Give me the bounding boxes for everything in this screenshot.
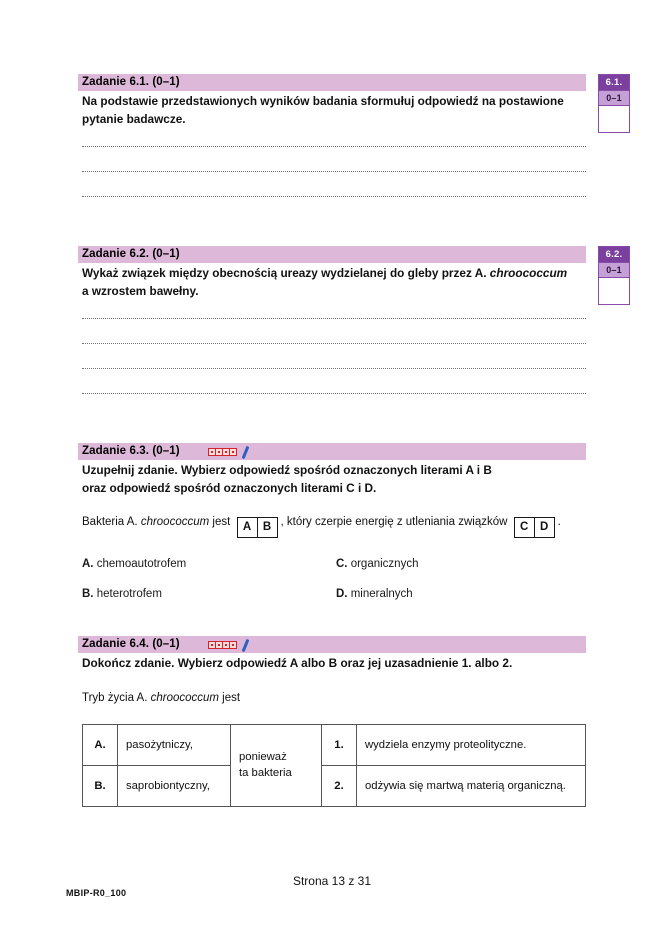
row-a-letter[interactable]: A. [83,724,118,765]
row-b-option[interactable]: saprobiontyczny, [118,765,231,806]
option-b[interactable] [82,586,162,603]
score-box-6-2 [598,246,630,305]
species-epithet: chroococcum [140,516,210,528]
task-6-2-instruction-line1-plain: Wykaż związek między obecnością ureazy wydzielanej do gleby przez [82,266,475,280]
task-6-4-title: Zadanie 6.4. (0–1) [82,638,180,650]
sentence-part-2: jest [209,516,231,528]
option-d-letter: D. [336,588,348,600]
task-6-2-title: Zadanie 6.2. (0–1) [82,248,180,260]
score-box-6-2-blank[interactable] [599,277,629,304]
sentence-part-4: . [557,516,561,528]
option-a[interactable] [82,556,186,573]
marker-boxes-icon [208,641,236,649]
lead-part-2: jest [218,691,241,704]
answer-sheet-marker-icon [208,446,260,458]
task-6-1-instruction-line2: pytanie badawcze. [82,111,186,126]
document-code-label: MBIP-R0_100 [66,888,127,898]
task-6-3-sentence [78,514,586,538]
option-c-text: organicznych [350,558,419,570]
marker-box-icon [229,448,237,456]
task-6-2-answer-area[interactable] [78,310,586,410]
choice-option-b[interactable]: B [257,518,277,537]
options-row-1 [82,556,586,586]
option-a-text: chemoautotrofem [96,558,187,570]
score-box-6-1 [598,74,630,133]
task-6-2-instruction-line2: a wzrostem bawełny. [82,283,199,298]
choice-option-d[interactable]: D [534,518,554,537]
option-d[interactable] [336,586,413,603]
answer-line[interactable] [78,360,586,385]
page-number-label: Strona 13 z 31 [292,874,372,888]
answer-sheet-marker-icon [208,639,260,651]
task-6-4-instruction [78,655,586,673]
task-6-3-instruction [78,462,586,497]
task-6-1-title: Zadanie 6.1. (0–1) [82,76,180,88]
choice-option-a[interactable]: A [242,521,252,533]
pen-icon [242,446,250,459]
connector-line1: ponieważ [239,751,287,763]
task-6-3-title: Zadanie 6.3. (0–1) [82,445,180,457]
score-box-6-1-range: 0–1 [599,90,629,105]
pen-icon [242,639,250,652]
task-6-4 [78,636,586,807]
task-6-4-choice-table [82,724,586,807]
task-6-1-instruction [78,93,586,128]
species-genus-abbrev: A. [474,266,490,280]
task-6-3-instruction-line1: Uzupełnij zdanie. Wybierz odpowiedź spośród oznaczonych literami A i B [82,463,492,477]
connector-line2: ta bakteria [239,767,292,779]
task-6-2 [78,246,586,410]
row-1-number[interactable]: 1. [322,724,357,765]
marker-box-icon [229,641,237,649]
task-6-3 [78,443,586,616]
task-6-2-instruction [78,265,586,300]
sentence-part-1: Bakteria [82,516,127,528]
species-genus-abbrev: A. [126,516,141,528]
task-6-1-header-bar [78,74,586,91]
answer-line[interactable] [78,138,586,163]
score-box-6-2-range: 0–1 [599,262,629,277]
option-b-text: heterotrofem [96,588,162,600]
answer-line[interactable] [78,310,586,335]
option-d-text: mineralnych [350,588,413,600]
task-6-4-header-bar [78,636,586,653]
connector-cell [231,724,322,806]
option-b-letter: B. [82,588,94,600]
marker-boxes-icon [208,448,236,456]
task-6-4-lead-sentence [78,690,586,707]
species-epithet: chroococcum [489,266,568,280]
table-row [83,724,586,765]
answer-line[interactable] [78,188,586,213]
row-2-statement[interactable]: odżywia się martwą materią organiczną. [357,765,586,806]
task-6-3-options [78,556,586,616]
score-box-6-1-blank[interactable] [599,105,629,132]
task-6-1 [78,74,586,213]
species-genus-abbrev: A. [136,691,151,704]
option-c[interactable] [336,556,418,573]
score-box-6-1-number: 6.1. [599,75,629,90]
task-6-4-instruction-line1: Dokończ zdanie. Wybierz odpowiedź A albo B oraz jej uzasadnienie 1. albo 2. [82,656,513,670]
sentence-part-3: , który czerpie energię z utleniania związków [280,516,508,528]
answer-line[interactable] [78,335,586,360]
row-a-option[interactable]: pasożytniczy, [118,724,231,765]
lead-part-1: Tryb życia [82,691,137,704]
task-6-1-answer-area[interactable] [78,138,586,213]
option-c-letter: C. [336,558,348,570]
choice-box-ab[interactable] [237,517,278,538]
task-6-3-instruction-line2: oraz odpowiedź spośród oznaczonych literami C i D. [82,480,377,495]
species-epithet: chroococcum [150,691,219,704]
answer-line[interactable] [78,385,586,410]
options-row-2 [82,586,586,616]
task-6-1-instruction-line1: Na podstawie przedstawionych wyników badania sformułuj odpowiedź na postawione [82,94,564,108]
score-box-6-2-number: 6.2. [599,247,629,262]
option-a-letter: A. [82,558,94,570]
table-row [83,765,586,806]
task-6-2-header-bar [78,246,586,263]
task-6-3-header-bar [78,443,586,460]
choice-box-cd[interactable] [514,517,555,538]
row-b-letter[interactable]: B. [83,765,118,806]
choice-option-c[interactable]: C [519,521,529,533]
row-1-statement[interactable]: wydziela enzymy proteolityczne. [357,724,586,765]
answer-line[interactable] [78,163,586,188]
row-2-number[interactable]: 2. [322,765,357,806]
